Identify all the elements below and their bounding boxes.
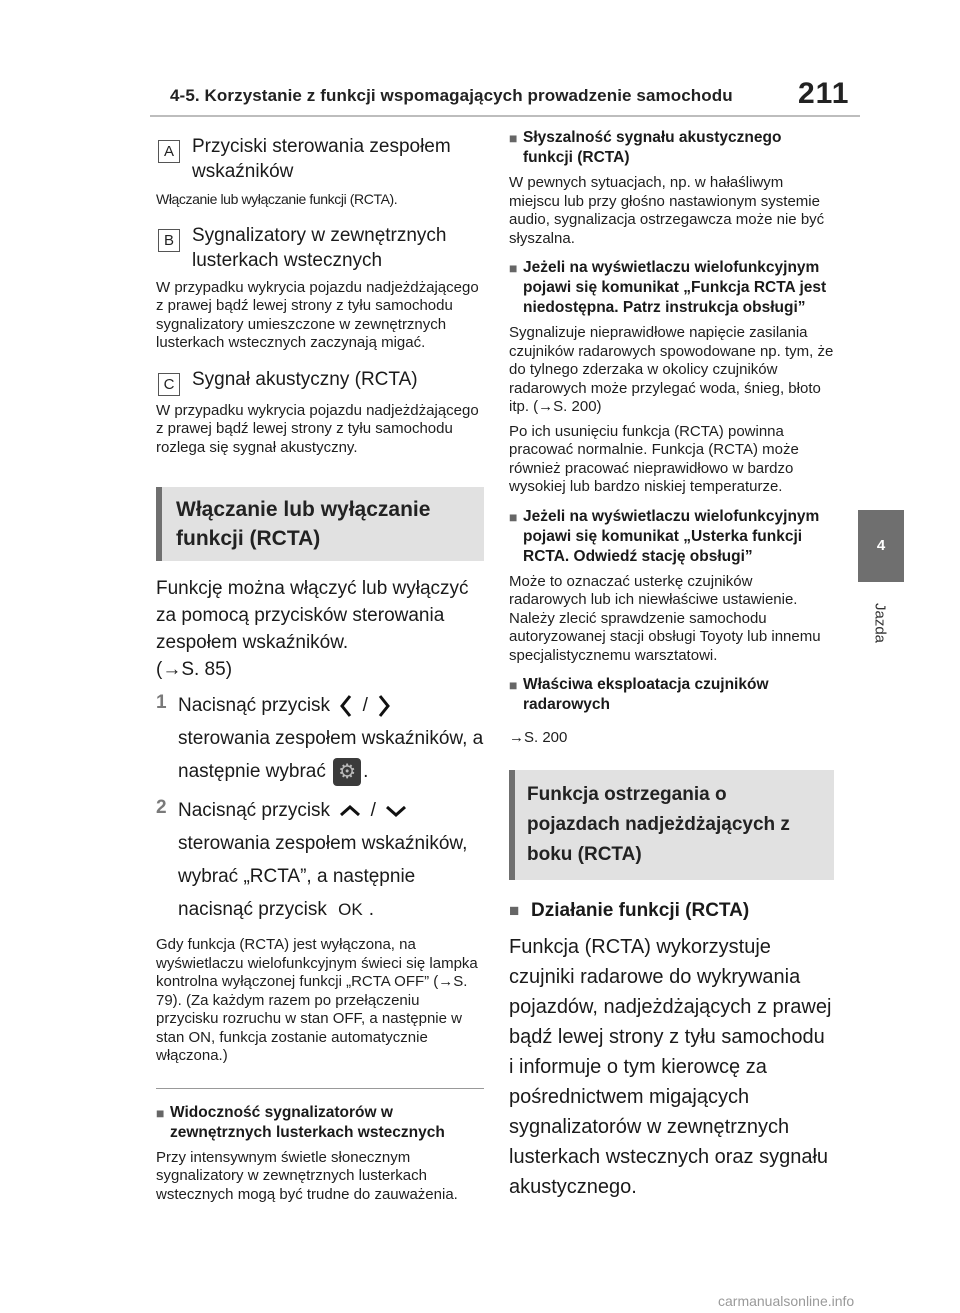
badge-b: B — [158, 229, 180, 252]
watermark: carmanualsonline.info — [718, 1293, 855, 1309]
fault-heading: ■ Jeżeli na wyświetlaczu wielofunkcyjnym pojawi się komunikat „Usterka funkcji RCTA. Odwiedź stację obsługi” — [509, 507, 820, 565]
legend-c-description: W przypadku wykrycia pojazdu nadjeżdżającego z prawej bądź lewej strony z tyłu samochodu rozlega się sygnał akustyczny. — [156, 401, 479, 456]
left-column — [156, 126, 484, 1204]
fault-text: Może to oznaczać usterkę czujników radarowych lub ich niewłaściwe ustawienie. Należy zlecić sprawdzenie samochodu autoryzowanej stacji obsługi Toyoty lub innemu specjalistycznemu warsztatowi. — [509, 572, 821, 664]
section-divider — [156, 1088, 484, 1089]
step-1-separator: / — [362, 695, 368, 716]
step-1-number: 1 — [156, 692, 167, 713]
square-bullet-icon: ■ — [509, 260, 518, 276]
legend-item-b — [156, 223, 484, 273]
page-header — [0, 0, 960, 116]
page-number: 211 — [798, 77, 850, 110]
square-bullet-icon: ■ — [156, 1104, 165, 1121]
settings-gear-icon: ⚙ — [333, 758, 361, 786]
intro-reference: (→S. 85) — [156, 659, 233, 680]
operation-text: Funkcja (RCTA) wykorzystuje czujniki radarowe do wykrywania pojazdów, nadjeżdżających z prawej bądź lewej strony z tyłu samochodu i informuje o tym kierowcę za pośrednictwem migających sygnalizatorów w zewnętrznych lusterkach wstecznych oraz sygnału akustycznego. — [509, 935, 832, 1198]
chevron-up-icon — [339, 804, 361, 818]
care-heading: ■ Właściwa eksploatacja czujników radarowych — [509, 676, 769, 713]
step-1-text-b: sterowania zespołem wskaźników, a następnie wybrać — [178, 728, 484, 782]
visibility-text: Przy intensywnym świetle słonecznym sygnalizatory w zewnętrznych lusterkach wstecznych mogą być trudne do zauważenia. — [156, 1148, 458, 1203]
square-bullet-icon: ■ — [509, 130, 518, 146]
chapter-tab: 4 — [858, 510, 904, 582]
step-2-text-c: . — [368, 899, 375, 920]
operation-heading: ■ Działanie funkcji (RCTA) — [509, 898, 834, 924]
step-1 — [156, 689, 484, 788]
step-2-text-a: Nacisnąć przycisk — [178, 800, 331, 821]
legend-c-label: Sygnał akustyczny (RCTA) — [192, 368, 418, 390]
header-divider — [150, 115, 860, 117]
legend-item-c — [156, 367, 484, 396]
square-bullet-icon: ■ — [509, 900, 520, 920]
ok-button-icon: OK — [338, 900, 363, 920]
step-1-text-c: . — [363, 761, 369, 782]
care-reference: →S. 200 — [509, 729, 568, 746]
chevron-down-icon — [385, 804, 407, 818]
step-2-separator: / — [370, 800, 376, 821]
visibility-heading: ■ Widoczność sygnalizatorów w zewnętrznych lusterkach wstecznych — [156, 1103, 445, 1141]
right-column — [509, 126, 834, 1202]
step-2-text-b: sterowania zespołem wskaźników, wybrać „RCTA”, a następnie nacisnąć przycisk — [178, 833, 468, 920]
square-bullet-icon: ■ — [509, 677, 518, 693]
badge-c: C — [158, 373, 180, 396]
chevron-right-icon — [377, 694, 391, 718]
section-heading-rcta: Funkcja ostrzegania o pojazdach nadjeżdżających z boku (RCTA) — [509, 770, 834, 880]
unavailable-text-2: Po ich usunięciu funkcja (RCTA) powinna pracować normalnie. Funkcja (RCTA) może również pracować nieprawidłowo w bardzo wysokiej lub bardzo niskiej temperaturze. — [509, 422, 799, 495]
legend-b-description: W przypadku wykrycia pojazdu nadjeżdżającego z prawej bądź lewej strony z tyłu samochodu sygnalizatory umieszczone w zewnętrznych lusterkach wstecznych zaczynają migać. — [156, 278, 479, 351]
square-bullet-icon: ■ — [509, 508, 518, 525]
step-2-number: 2 — [156, 797, 167, 818]
intro-text: Funkcję można włączyć lub wyłączyć za pomocą przycisków sterowania zespołem wskaźników. — [156, 578, 469, 653]
rcta-off-note: Gdy funkcja (RCTA) jest wyłączona, na wyświetlaczu wielofunkcyjnym świeci się lampka kontrolna wyłączonej funkcji „RCTA OFF” (→S. 79). (Za każdym razem po przełączeniu przycisku rozruchu w stan OFF, a następnie w stan ON, funkcja zostanie automatycznie włączona.) — [156, 936, 478, 1065]
chapter-tab-label: Jazda — [871, 602, 889, 644]
audible-text: W pewnych sytuacjach, np. w hałaśliwym miejscu lub przy głośno nastawionym systemie audio, sygnalizacja ostrzegawcza może nie być słyszalna. — [509, 174, 825, 247]
legend-item-a — [156, 134, 484, 184]
unavailable-text: Sygnalizuje nieprawidłowe napięcie zasilania czujników radarowych spowodowane np. tym, że do tylnego zderzaka w okolicy czujników radarowych może przylegać woda, śnieg, błoto itp. (→S. 200) — [509, 324, 834, 415]
step-2 — [156, 794, 484, 926]
legend-a-label: Przyciski sterowania zespołem wskaźników — [192, 136, 451, 182]
section-heading-toggle: Włączanie lub wyłączanie funkcji (RCTA) — [156, 487, 484, 561]
chapter-title: 4-5. Korzystanie z funkcji wspomagających prowadzenie samochodu — [170, 86, 733, 105]
unavailable-heading: ■ Jeżeli na wyświetlaczu wielofunkcyjnym pojawi się komunikat „Funkcja RCTA jest niedostępna. Patrz instrukcja obsługi” — [509, 259, 827, 316]
legend-b-label: Sygnalizatory w zewnętrznych lusterkach wstecznych — [192, 224, 447, 271]
step-1-text-a: Nacisnąć przycisk — [178, 695, 331, 716]
chevron-left-icon — [339, 694, 353, 718]
audible-heading: ■ Słyszalność sygnału akustycznego funkcji (RCTA) — [509, 129, 782, 166]
badge-a: A — [158, 140, 180, 163]
legend-a-description: Włączanie lub wyłączanie funkcji (RCTA). — [156, 191, 398, 207]
